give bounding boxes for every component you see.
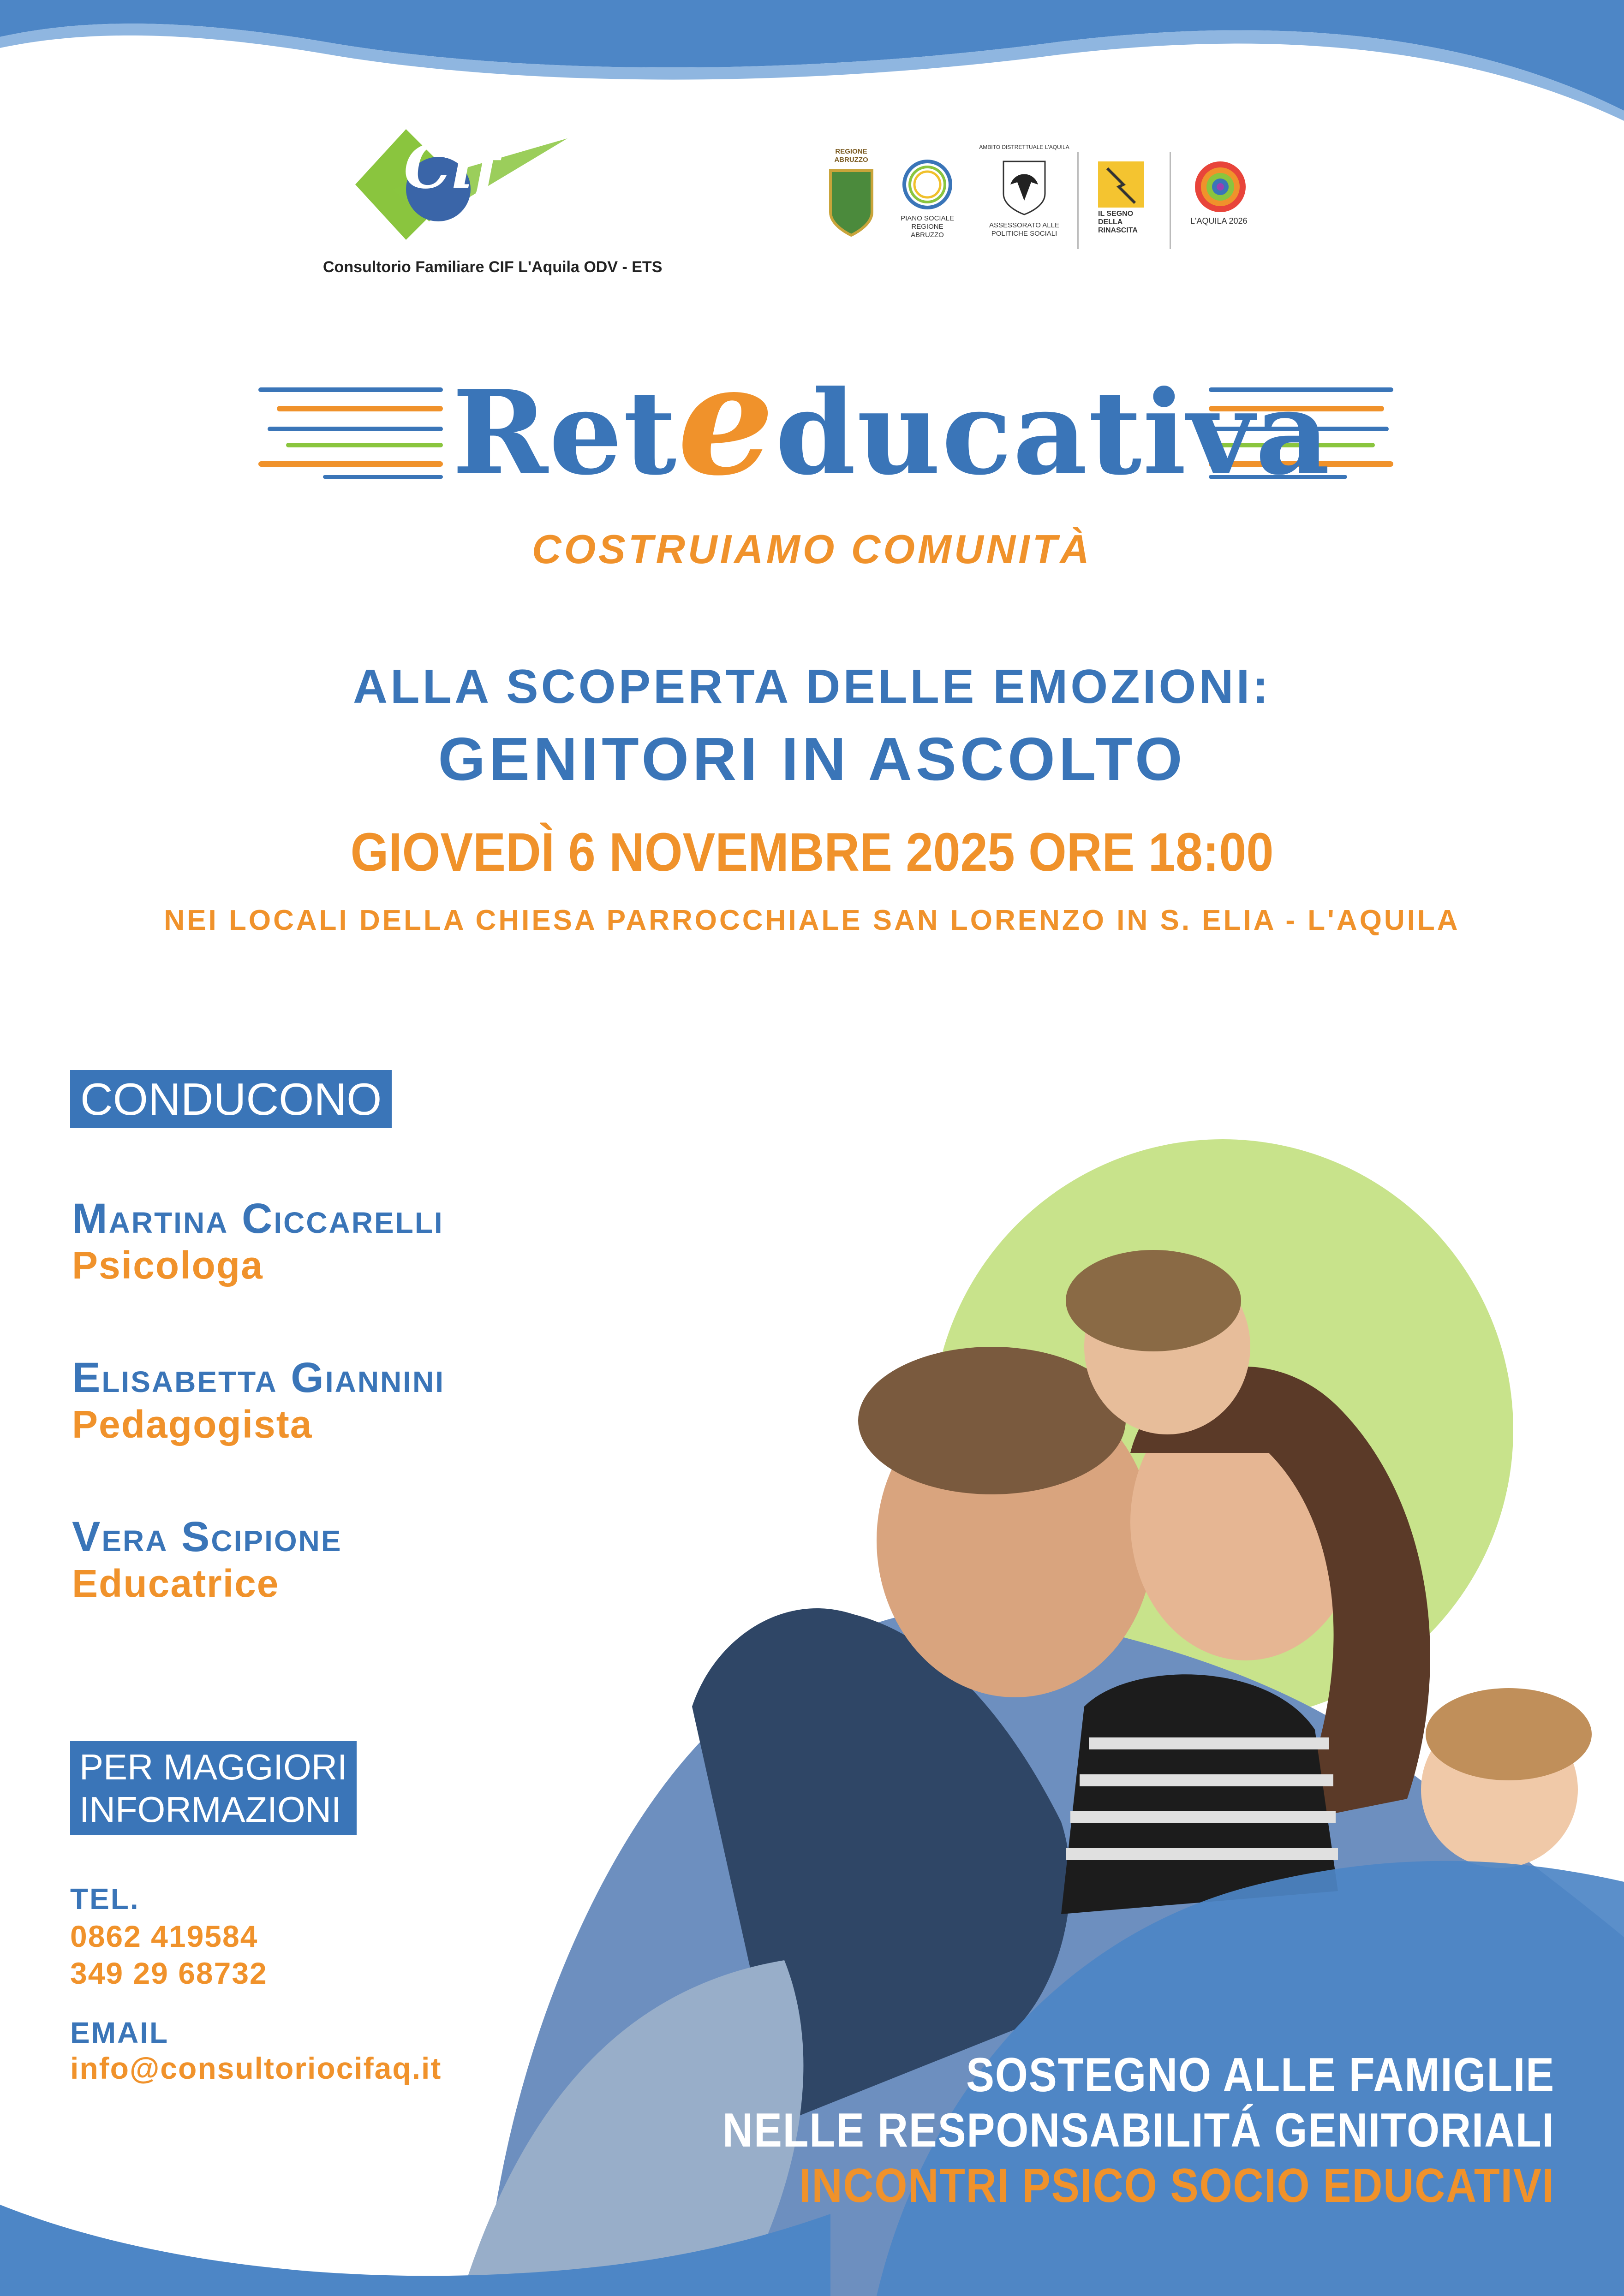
title-stripes-left	[258, 387, 443, 479]
project-title	[452, 330, 1331, 509]
hosts-label: CONDUCONO	[70, 1070, 392, 1128]
divider	[1077, 152, 1079, 249]
eagle-icon	[997, 157, 1052, 217]
logo-caption: IL SEGNO DELLA RINASCITA	[1098, 210, 1138, 234]
tel-label: TEL.	[70, 1882, 140, 1915]
phone-number[interactable]: 0862 419584	[70, 1919, 258, 1953]
host-name: Martina Ciccarelli	[72, 1195, 444, 1242]
project-title-part1: Ret	[452, 365, 678, 500]
host-role: Psicologa	[72, 1243, 263, 1287]
logo-caption: AMBITO DISTRETTUALE L'AQUILA	[979, 144, 1069, 150]
slogan-line3: INCONTRI PSICO SOCIO EDUCATIVI	[799, 2159, 1555, 2213]
partner-logo-laquila-2026	[1190, 159, 1255, 247]
project-title-part3: ducativa	[775, 365, 1331, 500]
event-venue: NEI LOCALI DELLA CHIESA PARROCCHIALE SAN LORENZO IN S. ELIA - L'AQUILA	[164, 904, 1460, 936]
partner-logo-ambito-laquila	[978, 143, 1070, 249]
shield-icon	[826, 166, 877, 240]
logo-caption: REGIONE ABRUZZO	[834, 148, 868, 164]
email-label: EMAIL	[70, 2016, 169, 2049]
email-address[interactable]: info@consultoriocifaq.it	[70, 2051, 442, 2085]
phone-number[interactable]: 349 29 68732	[70, 1956, 268, 1990]
slogan-line1: SOSTEGNO ALLE FAMIGLIE	[966, 2048, 1555, 2102]
event-subtitle-line2: GENITORI IN ASCOLTO	[438, 725, 1186, 793]
host-role: Pedagogista	[72, 1403, 313, 1446]
host-item	[72, 1354, 445, 1447]
slogan-line2: NELLE RESPONSABILITÁ GENITORIALI	[722, 2104, 1555, 2157]
info-label-line2: INFORMAZIONI	[79, 1789, 341, 1830]
top-wave	[0, 0, 1624, 111]
host-item	[72, 1195, 444, 1288]
project-title-e: e	[677, 330, 776, 509]
cif-logo-text: Cif	[404, 131, 500, 202]
divider	[1170, 152, 1171, 249]
event-subtitle-line1: ALLA SCOPERTA DELLE EMOZIONI:	[352, 660, 1272, 714]
circle-logo-icon	[895, 157, 960, 212]
host-name: Elisabetta Giannini	[72, 1354, 445, 1401]
organization-name: Consultorio Familiare CIF L'Aquila ODV - ETS	[323, 258, 663, 276]
logo-caption: ASSESSORATO ALLE POLITICHE SOCIALI	[989, 221, 1059, 238]
project-tagline: COSTRUIAMO COMUNITÀ	[532, 526, 1092, 572]
event-datetime: GIOVEDÌ 6 NOVEMBRE 2025 ORE 18:00	[350, 822, 1274, 883]
logo-caption: PIANO SOCIALE REGIONE ABRUZZO	[901, 214, 954, 239]
partner-logo-il-segno	[1098, 161, 1153, 249]
mosaic-logo-icon	[1190, 159, 1250, 214]
host-item	[72, 1513, 342, 1606]
host-name: Vera Scipione	[72, 1513, 342, 1560]
info-label-line1: PER MAGGIORI	[79, 1747, 347, 1787]
host-role: Educatrice	[72, 1562, 280, 1605]
partner-logo-regione-abruzzo	[826, 148, 877, 240]
info-label	[70, 1741, 357, 1835]
logo-caption: L'AQUILA 2026	[1190, 216, 1248, 226]
partner-logo-piano-sociale	[895, 157, 960, 240]
lightning-logo-icon	[1098, 161, 1144, 208]
